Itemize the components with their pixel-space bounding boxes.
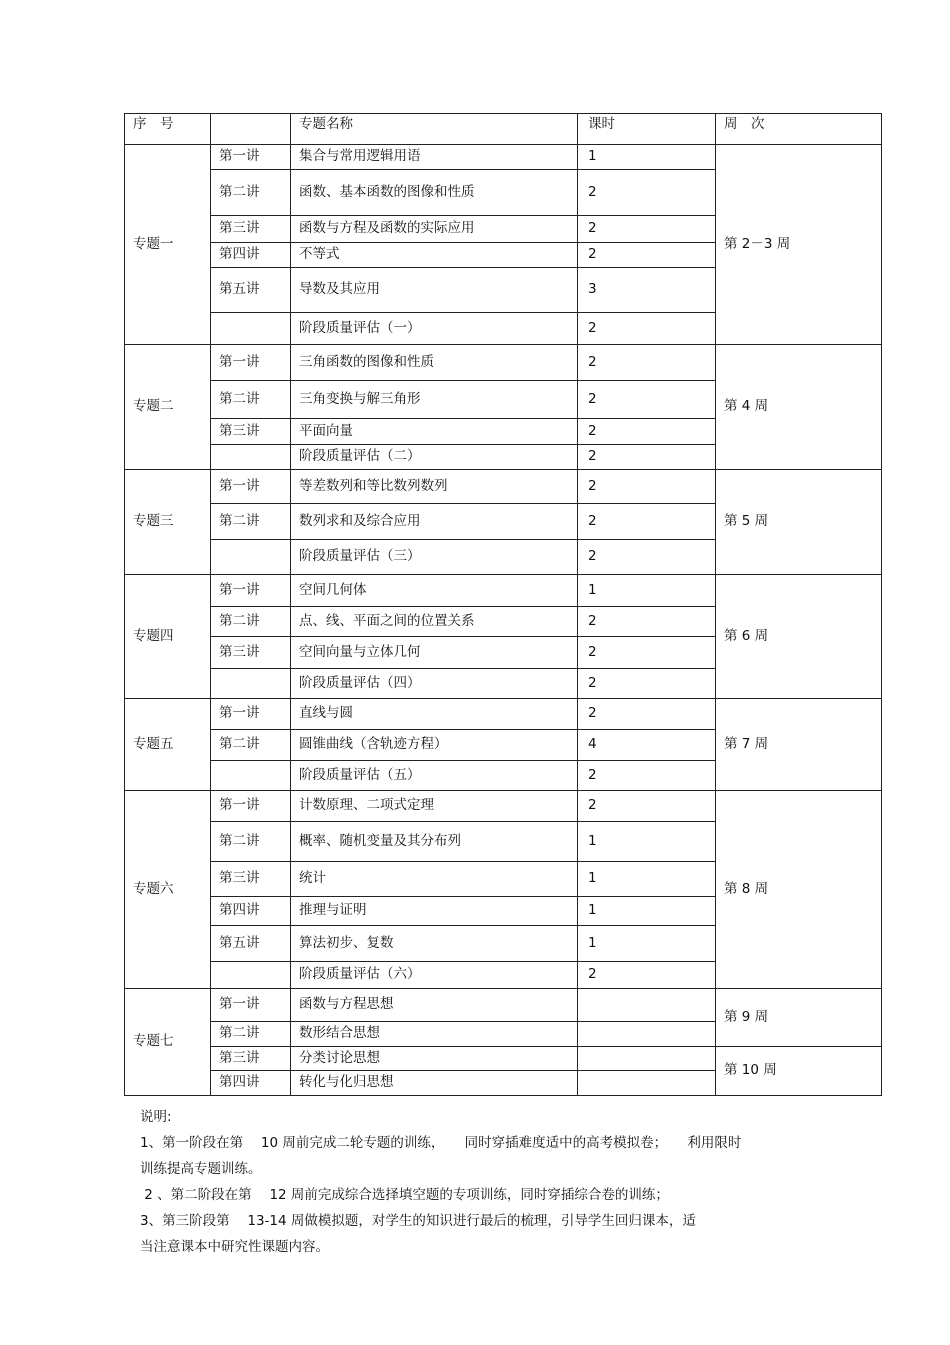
topic-cell: 点、线、平面之间的位置关系 [291,607,578,637]
week-cell: 第 8 周 [716,791,882,989]
table-row [125,145,882,170]
hours-cell: 2 [578,381,716,419]
hours-cell: 2 [578,216,716,243]
hours-cell: 1 [578,897,716,926]
topic-cell: 阶段质量评估（四） [291,669,578,699]
lecture-cell: 第五讲 [211,268,291,313]
lecture-cell: 第三讲 [211,1047,291,1071]
lecture-cell: 第一讲 [211,345,291,381]
week-cell: 第 2－3 周 [716,145,882,345]
topic-cell: 转化与化归思想 [291,1071,578,1096]
lecture-cell: 第四讲 [211,243,291,268]
hours-cell: 2 [578,313,716,345]
hours-cell: 1 [578,145,716,170]
header-lecture [211,114,291,145]
lecture-cell: 第二讲 [211,730,291,761]
topic-cell: 概率、随机变量及其分布列 [291,822,578,862]
hours-cell [578,989,716,1022]
topic-cell: 阶段质量评估（六） [291,962,578,989]
topic-cell: 分类讨论思想 [291,1047,578,1071]
topic-cell: 统计 [291,862,578,897]
notes-section [140,1104,840,1260]
table-row [125,575,882,607]
lecture-cell: 第二讲 [211,607,291,637]
hours-cell: 2 [578,761,716,791]
topic-cell: 函数与方程及函数的实际应用 [291,216,578,243]
lecture-cell: 第二讲 [211,381,291,419]
note-line: 3、第三阶段第 13-14 周做模拟题，对学生的知识进行最后的梳理，引导学生回归课本，适 [140,1213,696,1229]
hours-cell: 4 [578,730,716,761]
topic-cell: 导数及其应用 [291,268,578,313]
week-cell: 第 9 周 [716,989,882,1047]
topic-cell: 阶段质量评估（三） [291,540,578,575]
topic-cell: 阶段质量评估（一） [291,313,578,345]
lecture-cell: 第一讲 [211,470,291,504]
topic-cell: 圆锥曲线（含轨迹方程） [291,730,578,761]
hours-cell: 2 [578,504,716,540]
header-week: 周 次 [716,114,882,145]
topic-cell: 阶段质量评估（二） [291,445,578,470]
hours-cell: 2 [578,470,716,504]
hours-cell: 3 [578,268,716,313]
week-cell: 第 4 周 [716,345,882,470]
header-hours: 课时 [578,114,716,145]
topic-cell: 不等式 [291,243,578,268]
topic-cell: 等差数列和等比数列数列 [291,470,578,504]
table-row [125,345,882,381]
hours-cell: 2 [578,170,716,216]
lecture-cell: 第二讲 [211,1022,291,1047]
hours-cell: 2 [578,699,716,730]
topic-cell: 阶段质量评估（五） [291,761,578,791]
table-row [125,1047,882,1071]
hours-cell: 1 [578,822,716,862]
notes-title: 说明: [140,1109,172,1125]
group-label: 专题三 [125,470,211,575]
topic-cell: 三角变换与解三角形 [291,381,578,419]
topic-cell: 数列求和及综合应用 [291,504,578,540]
hours-cell: 2 [578,669,716,699]
topic-cell: 三角函数的图像和性质 [291,345,578,381]
note-line: 1、第一阶段在第 10 周前完成二轮专题的训练， 同时穿插难度适中的高考模拟卷； 利用限时 [140,1135,742,1151]
group-label: 专题二 [125,345,211,470]
week-cell: 第 6 周 [716,575,882,699]
hours-cell: 2 [578,445,716,470]
header-row [125,114,882,145]
note-line: 2 、第二阶段在第 12 周前完成综合选择填空题的专项训练，同时穿插综合卷的训练； [140,1187,669,1203]
topic-cell: 计数原理、二项式定理 [291,791,578,822]
table-row [125,470,882,504]
lecture-cell [211,445,291,470]
lecture-cell [211,761,291,791]
topic-cell: 平面向量 [291,419,578,445]
hours-cell [578,1022,716,1047]
hours-cell: 2 [578,419,716,445]
lecture-cell: 第三讲 [211,862,291,897]
lecture-cell: 第一讲 [211,145,291,170]
hours-cell: 2 [578,345,716,381]
group-label: 专题一 [125,145,211,345]
lecture-cell: 第二讲 [211,170,291,216]
lecture-cell [211,540,291,575]
topic-cell: 集合与常用逻辑用语 [291,145,578,170]
group-label: 专题四 [125,575,211,699]
hours-cell [578,1047,716,1071]
lecture-cell [211,962,291,989]
hours-cell: 2 [578,791,716,822]
hours-cell: 2 [578,607,716,637]
lecture-cell [211,313,291,345]
topic-cell: 空间几何体 [291,575,578,607]
lecture-cell: 第一讲 [211,699,291,730]
hours-cell [578,1071,716,1096]
lecture-cell: 第一讲 [211,989,291,1022]
week-cell: 第 5 周 [716,470,882,575]
lecture-cell: 第三讲 [211,637,291,669]
lecture-cell: 第二讲 [211,504,291,540]
curriculum-table [124,113,882,1096]
topic-cell: 空间向量与立体几何 [291,637,578,669]
week-cell: 第 7 周 [716,699,882,791]
hours-cell: 2 [578,243,716,268]
hours-cell: 2 [578,637,716,669]
topic-cell: 推理与证明 [291,897,578,926]
header-topic: 专题名称 [291,114,578,145]
week-cell: 第 10 周 [716,1047,882,1096]
hours-cell: 1 [578,862,716,897]
group-label: 专题六 [125,791,211,989]
topic-cell: 函数、基本函数的图像和性质 [291,170,578,216]
lecture-cell: 第四讲 [211,1071,291,1096]
hours-cell: 1 [578,926,716,962]
lecture-cell: 第三讲 [211,419,291,445]
hours-cell: 1 [578,575,716,607]
table-row [125,791,882,822]
lecture-cell: 第二讲 [211,822,291,862]
lecture-cell: 第三讲 [211,216,291,243]
lecture-cell: 第一讲 [211,575,291,607]
lecture-cell: 第五讲 [211,926,291,962]
hours-cell: 2 [578,540,716,575]
hours-cell: 2 [578,962,716,989]
table-row [125,699,882,730]
lecture-cell: 第四讲 [211,897,291,926]
note-line: 训练提高专题训练。 [140,1161,262,1177]
note-line: 当注意课本中研究性课题内容。 [140,1239,329,1255]
lecture-cell [211,669,291,699]
header-seq: 序 号 [125,114,211,145]
group-label: 专题七 [125,989,211,1096]
group-label: 专题五 [125,699,211,791]
lecture-cell: 第一讲 [211,791,291,822]
topic-cell: 直线与圆 [291,699,578,730]
topic-cell: 函数与方程思想 [291,989,578,1022]
table-row [125,989,882,1022]
topic-cell: 数形结合思想 [291,1022,578,1047]
topic-cell: 算法初步、复数 [291,926,578,962]
